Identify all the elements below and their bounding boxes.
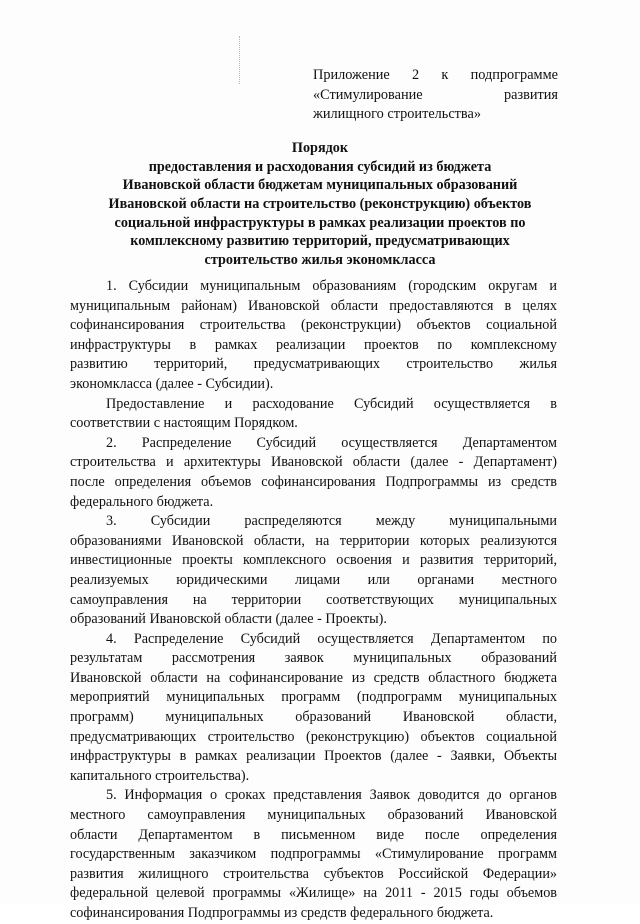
paragraph-5	[70, 786, 557, 923]
title-line: Ивановской области на строительство (реконструкцию) объектов	[108, 196, 532, 213]
document-title	[70, 139, 570, 269]
text-line: 1. Субсидии муниципальным образованиям (городским округам и	[106, 278, 557, 294]
text-line: местного самоуправления муниципальных образований Ивановской	[70, 807, 557, 824]
text-line: развитию территорий, предусматривающих строительство жилья	[70, 356, 557, 373]
appendix-line: жилищного строительства»	[313, 106, 481, 122]
text-line: государственным заказчиком подпрограммы «Стимулирование программ	[70, 846, 557, 863]
title-line: Ивановской области бюджетам муниципальных образований	[122, 177, 518, 194]
text-line: строительства и архитектуры Ивановской области (далее - Департамент)	[70, 454, 557, 471]
text-line: федерального бюджета.	[70, 493, 214, 510]
text-line: инфраструктуры в рамках реализации проектов по комплексному	[70, 336, 557, 353]
text-line: реализуемых юридическими лицами или органами местного	[70, 571, 557, 588]
text-line: софинансирования строительства (реконструкции) объектов социальной	[70, 317, 557, 334]
document-body	[70, 277, 557, 924]
paragraph-3	[70, 512, 557, 630]
paragraph-1-note	[70, 395, 557, 434]
text-line: инвестиционные проекты комплексного освоения и развития территорий,	[70, 552, 557, 569]
text-line: соответствии с настоящим Порядком.	[70, 415, 298, 432]
text-line: экономкласса (далее - Субсидии).	[70, 375, 274, 392]
appendix-line: Приложение 2 к подпрограмме	[313, 67, 558, 83]
text-line: Предоставление и расходование Субсидий осуществляется в	[106, 395, 557, 412]
appendix-line: «Стимулирование развития	[313, 86, 558, 103]
title-line: социальной инфраструктуры в рамках реализации проектов по	[114, 214, 526, 231]
paragraph-1	[70, 277, 557, 395]
text-line: софинансирования Подпрограммы из средств федерального бюджета.	[70, 905, 494, 921]
text-line: 2. Распределение Субсидий осуществляется Департаментом	[106, 434, 557, 451]
text-line: после определения объемов софинансирования Подпрограммы из средств	[70, 473, 557, 490]
text-line: программ) муниципальных образований Ивановской области,	[70, 709, 557, 726]
text-line: федеральной целевой программы «Жилище» на 2011 - 2015 годы объемов	[70, 885, 557, 902]
text-line: 3. Субсидии распределяются между муниципальными	[106, 513, 557, 530]
text-line: образований Ивановской области (далее - Проекты).	[70, 611, 387, 628]
title-heading: Порядок	[291, 140, 349, 156]
text-line: развития жилищного строительства субъектов Российской Федерации»	[70, 865, 557, 882]
text-line: муниципальным районам) Ивановской области предоставляются в целях	[70, 297, 557, 314]
text-line: 4. Распределение Субсидий осуществляется Департаментом по	[106, 630, 557, 647]
text-line: инфраструктуры в рамках реализации Проектов (далее - Заявки, Объекты	[70, 748, 557, 765]
appendix-note	[313, 66, 558, 125]
text-line: образованиями Ивановской области, на территории которых реализуются	[70, 532, 557, 549]
paragraph-4	[70, 630, 557, 787]
title-line: комплексному развитию территорий, предусматривающих	[130, 233, 510, 250]
text-line: результатам рассмотрения заявок муниципальных образований	[70, 650, 557, 667]
text-line: самоуправления на территории соответствующих муниципальных	[70, 591, 557, 608]
text-line: мероприятий муниципальных программ (подпрограмм муниципальных	[70, 689, 557, 706]
text-line: Ивановской области на софинансирование из средств областного бюджета	[70, 669, 557, 686]
text-line: 5. Информация о сроках представления Заявок доводится до органов	[106, 787, 557, 804]
text-line: предусматривающих строительство (реконструкцию) объектов социальной	[70, 728, 557, 745]
title-line: предоставления и расходования субсидий из бюджета	[148, 158, 492, 175]
paragraph-2	[70, 434, 557, 512]
text-line: области Департаментом в письменном виде после определения	[70, 826, 557, 843]
text-line: капитального строительства).	[70, 767, 250, 784]
scan-artifact	[239, 36, 244, 84]
title-line: строительство жилья экономкласса	[204, 251, 436, 268]
